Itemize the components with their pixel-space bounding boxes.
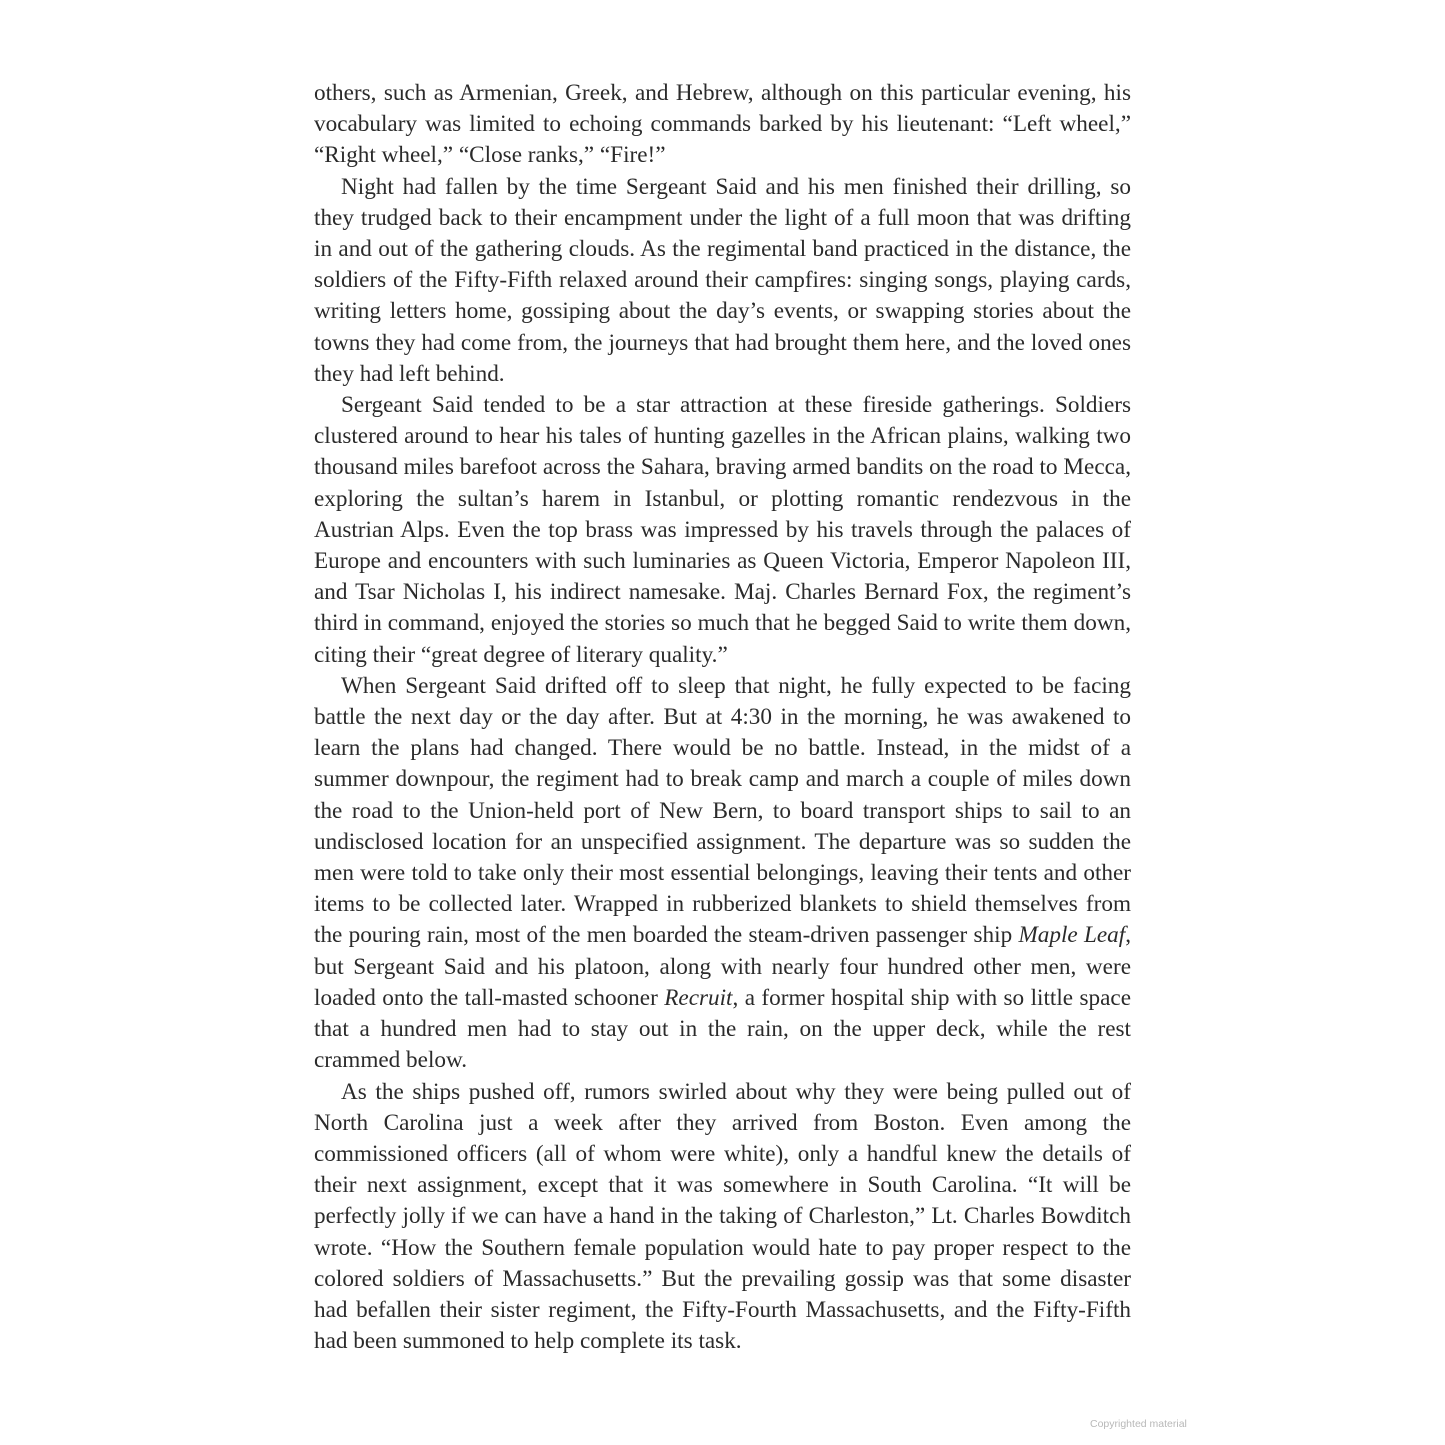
paragraph-1 [314,78,1131,172]
paragraph-5 [314,1077,1131,1358]
paragraph-2 [314,172,1131,390]
ship-name-recruit: Recruit [664,984,733,1011]
paragraph-text: Sergeant Said tended to be a star attraction at these fireside gatherings. Soldiers clustered around to hear his tales of hunting gazelles in the African plains, walking two thousand miles barefoot across the Sahara, braving armed bandits on the road to Mecca, exploring the sultan’s harem in Istanbul, or plotting romantic rendezvous in the Austrian Alps. Even the top brass was impressed by his travels through the palaces of Europe and encounters with such luminaries as Queen Victoria, Emperor Napoleon III, and Tsar Nicholas I, his indirect namesake. Maj. Charles Bernard Fox, the regiment’s third in command, enjoyed the stories so much that he begged Said to write them down, citing their “great degree of literary quality.” [314,392,1131,668]
paragraph-text: Night had fallen by the time Sergeant Said and his men finished their drilling, so they trudged back to their encampment under the light of a full moon that was drifting in and out of the gathering clouds. As the regimental band practiced in the distance, the soldiers of the Fifty-Fifth relaxed around their campfires: singing songs, playing cards, writing letters home, gossiping about the day’s events, or swapping stories about the towns they had come from, the journeys that had brought them here, and the loved ones they had left behind. [314,173,1131,387]
paragraph-4 [314,671,1131,1077]
paragraph-text: , but Sergeant Said and his platoon, along with nearly four hundred other men, were loaded onto the tall-masted schooner [314,922,1131,1011]
paragraph-text: When Sergeant Said drifted off to sleep that night, he fully expected to be facing battle the next day or the day after. But at 4:30 in the morning, he was awakened to learn the plans had changed. There would be no battle. Instead, in the midst of a summer downpour, the regiment had to break camp and march a couple of miles down the road to the Union-held port of New Bern, to board transport ships to sail to an undisclosed location for an unspecified assignment. The departure was so sudden the men were told to take only their most essential belongings, leaving their tents and other items to be collected later. Wrapped in rubberized blankets to shield themselves from the pouring rain, most of the men boarded the steam-driven passenger ship [314,672,1131,949]
ship-name-maple-leaf: Maple Leaf [1018,922,1126,949]
paragraph-text: others, such as Armenian, Greek, and Hebrew, although on this particular evening, his vocabulary was limited to echoing commands barked by his lieutenant: “Left wheel,” “Right wheel,” “Close ranks,” “Fire!” [314,80,1131,169]
body-text [314,78,1131,1357]
paragraph-3 [314,390,1131,671]
copyright-notice: Copyrighted material [1090,1418,1187,1430]
paragraph-text: As the ships pushed off, rumors swirled about why they were being pulled out of North Carolina just a week after they arrived from Boston. Even among the commissioned officers (all of whom were white), only a handful knew the details of their next assignment, except that it was somewhere in South Carolina. “It will be perfectly jolly if we can have a hand in the taking of Charleston,” Lt. Charles Bowditch wrote. “How the Southern female population would hate to pay proper respect to the colored soldiers of Massachusetts.” But the prevailing gossip was that some disaster had befallen their sister regiment, the Fifty-Fourth Massachusetts, and the Fifty-Fifth had been summoned to help complete its task. [314,1078,1131,1355]
paragraph-text: , a former hospital ship with so little space that a hundred men had to stay out in the rain, on the upper deck, while the rest crammed below. [314,984,1131,1074]
